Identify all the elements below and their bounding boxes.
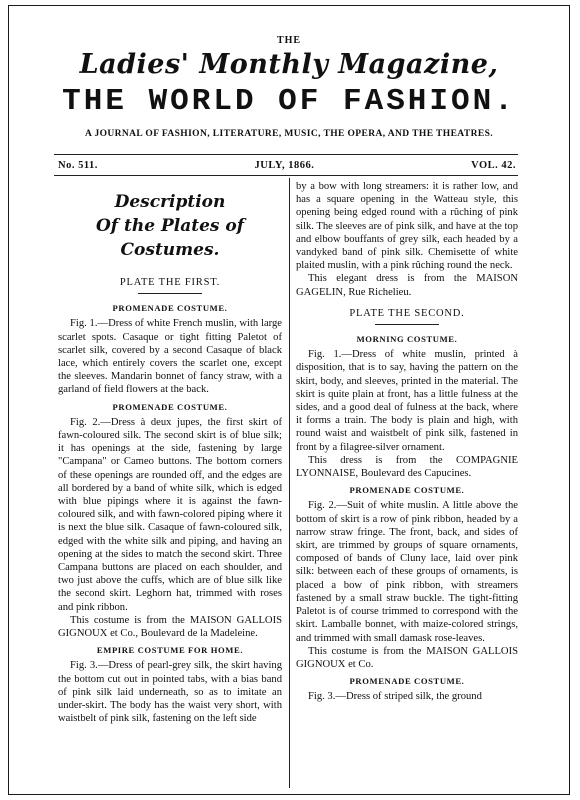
plate2-fig2-source: This costume is from the MAISON GALLOIS GIGNOUX et Co. — [296, 645, 518, 670]
column-divider — [289, 178, 290, 788]
plate2-fig3-text: Fig. 3.—Dress of striped silk, the ground — [308, 691, 482, 703]
plate1-fig3-text: Fig. 3.—Dress of pearl-grey silk, the skirt having the bottom cut out in pointed tabs, with a bias band of pink silk laid underneath, so as to imitate an under-skirt. The body has the waist very short, with waistbelt of pink silk, fastening on the left side — [58, 660, 282, 725]
plate-first-underline — [138, 293, 202, 294]
magazine-subtitle: A JOURNAL OF FASHION, LITERATURE, MUSIC, THE OPERA, AND THE THEATRES. — [84, 129, 494, 139]
issue-bottom-rule — [54, 175, 518, 176]
description-heading: Description — [114, 192, 226, 212]
magazine-script-title: Ladies' Monthly Magazine, — [79, 49, 499, 80]
issue-number: No. 511. — [58, 160, 98, 171]
plate-second-heading: PLATE THE SECOND. — [349, 307, 465, 319]
plate2-fig2-text: Fig. 2.—Suit of white muslin. A little above the bottom of skirt is a row of pink ribbon, headed by a narrow straw fringe. The front, back, and sides of skirt, are trimmed by groups of square ornaments, composed of bands of Cluny lace, laid over pink silk: between each of these groups of ornaments, is placed a bow of pink ribbon, with streamers fastened by a small straw buckle. The tight-fitting Paletot is of course trimmed to correspond with the skirt. Lamballe bonnet, with maize-colored strings, and trimmed with small damask rose-leaves. — [296, 500, 518, 644]
promenade-costume-heading-3: PROMENADE COSTUME. — [349, 485, 465, 496]
plate1-fig2-source: This costume is from the MAISON GALLOIS GIGNOUX et Co., Boulevard de la Madeleine. — [58, 614, 282, 640]
issue-volume: VOL. 42. — [471, 160, 516, 171]
issue-date: JULY, 1866. — [254, 160, 315, 171]
masthead — [8, 8, 570, 140]
plate-second-underline — [375, 324, 439, 325]
plate1-fig3-continued: by a bow with long streamers: it is rather low, and has a square opening in the Watteau style, this opening being edged round with a rûching of pink silk. The sleeves are of pink silk, and have at the top and elbow bouffants of grey silk, each headed by a vandyked band of pink silk. Chemisette of white plaited muslin, with a pink rûching round the neck. — [296, 181, 518, 272]
magazine-main-title: THE WORLD OF FASHION. — [62, 84, 516, 119]
plate-first-heading: PLATE THE FIRST. — [119, 277, 221, 288]
morning-costume-heading: MORNING COSTUME. — [356, 334, 458, 345]
description-subheading: Of the Plates of Costumes. — [95, 216, 245, 260]
issue-top-rule — [54, 154, 518, 155]
left-column — [58, 178, 282, 726]
plate2-fig1-text: Fig. 1.—Dress of white muslin, printed à disposition, that is to say, having the pattern on the skirt, body, and sleeves, printed in the material. The skirt is quite plain at front, has a little fulness at the sides, and a good deal of fulness at the back, where it forms a train. The body is plain and high, with round waist and waistbelt of pink silk, fastened in front by a filagree-silver ornament. — [296, 349, 518, 453]
plate2-fig1-source: This dress is from the COMPAGNIE LYONNAISE, Boulevard des Capucines. — [296, 454, 518, 480]
plate1-fig2-text: Fig. 2.—Dress à deux jupes, the first skirt of fawn-coloured silk. The second skirt is of blue silk; it has openings at the side, fastening by large "Campana" or Cameo buttons. The bottom corners of these openings are rounded off, and the edges are all bordered by a band of white silk, which is edged with blue pipings where it is against the fawn-coloured silk, and with fawn-colored piping where it is next the blue silk. Casaque of fawn-coloured silk, edged with the white silk and piping, and having an opening at the sides to match the second skirt. Three Campana buttons are placed on each shoulder, and two just above the cuffs, which are of blue silk like the second skirt. Leghorn hat, trimmed with roses and pink ribbon. — [58, 416, 282, 613]
empire-costume-heading: EMPIRE COSTUME FOR HOME. — [96, 645, 244, 656]
plate1-fig3-source: This elegant dress is from the MAISON GAGELIN, Rue Richelieu. — [296, 273, 518, 298]
plate1-fig1-text: Fig. 1.—Dress of white French muslin, with large scarlet spots. Casaque or tight fitting Paletot of scarlet silk, covered by a second Casaque of black lace, which entirely covers the scarlet one, except the sleeves. Mandarin bonnet of fancy straw, with a garland of field flowers at the back. — [58, 318, 282, 396]
right-column — [296, 180, 518, 704]
issue-line — [58, 160, 516, 171]
promenade-costume-heading-2: PROMENADE COSTUME. — [112, 401, 228, 412]
promenade-costume-heading-1: PROMENADE COSTUME. — [112, 303, 228, 314]
masthead-the: THE — [276, 35, 302, 46]
promenade-costume-heading-4: PROMENADE COSTUME. — [349, 676, 465, 687]
